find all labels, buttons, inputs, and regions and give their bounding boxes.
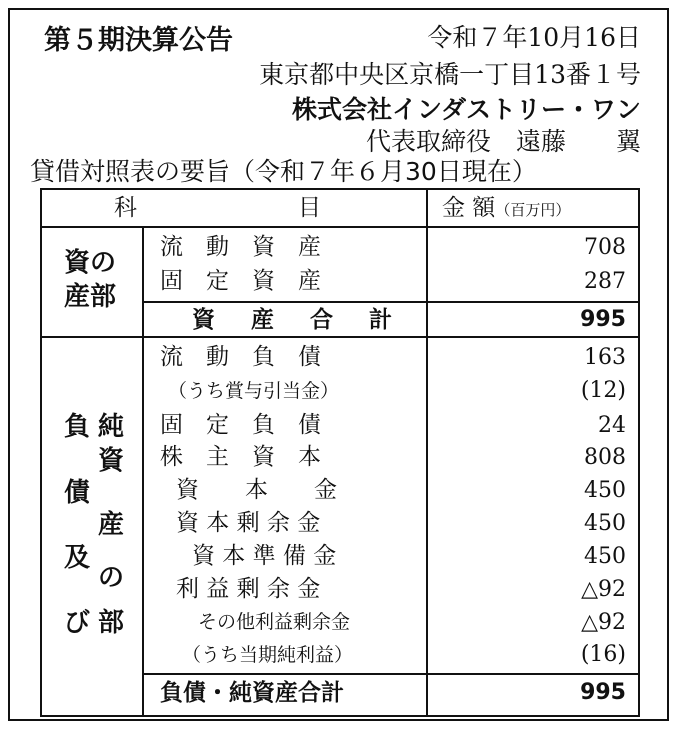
equity-row-label: 利 益 剰 余 金 bbox=[176, 576, 321, 602]
liab-section-char: 債 bbox=[64, 478, 91, 508]
liab-section-char: び bbox=[64, 608, 91, 638]
equity-row-label: （うち当期純利益） bbox=[182, 644, 354, 666]
assets-section-label-2: 産部 bbox=[64, 282, 117, 312]
equity-row-label: その他利益剰余金 bbox=[198, 611, 351, 633]
asset-total-label: 資 産 合 計 bbox=[192, 307, 407, 333]
column-header-subject: 科 目 bbox=[114, 195, 321, 221]
asset-row-label: 流 動 資 産 bbox=[160, 234, 321, 260]
asset-total-divider bbox=[142, 301, 638, 303]
header-divider bbox=[42, 226, 638, 228]
column-header-unit: （百万円） bbox=[495, 201, 571, 219]
equity-row-amount: 450 bbox=[584, 478, 626, 503]
equity-row-amount: (16) bbox=[580, 642, 626, 667]
equity-row-label: 資 本 剰 余 金 bbox=[176, 510, 321, 536]
company-address: 東京都中央区京橋一丁目13番１号 bbox=[259, 60, 641, 89]
liability-row-amount: (12) bbox=[580, 378, 626, 403]
liab-section-char: 部 bbox=[98, 608, 125, 638]
equity-row-amount: 808 bbox=[584, 445, 626, 470]
asset-total-amount: 995 bbox=[580, 307, 626, 332]
asset-row-amount: 287 bbox=[584, 269, 626, 294]
liab-section-char: 純 bbox=[98, 412, 125, 442]
liab-section-char: 及 bbox=[64, 543, 91, 573]
liab-section-char: 産 bbox=[98, 510, 125, 540]
asset-section-divider bbox=[42, 336, 638, 338]
notice-title: 第５期決算公告 bbox=[44, 25, 233, 56]
section-column-divider-top bbox=[142, 226, 144, 338]
equity-row-label: 資 本 金 bbox=[176, 477, 337, 503]
liability-total-divider bbox=[142, 673, 638, 675]
balance-sheet-table bbox=[40, 188, 640, 717]
equity-row-label: 資 本 準 備 金 bbox=[192, 543, 337, 569]
liability-row-label: 固 定 負 債 bbox=[160, 412, 321, 438]
representative: 代表取締役 遠藤 翼 bbox=[365, 127, 641, 156]
equity-row-label: 株 主 資 本 bbox=[160, 444, 321, 470]
liability-row-label: 流 動 負 債 bbox=[160, 344, 321, 370]
notice-date: 令和７年10月16日 bbox=[427, 23, 641, 52]
liability-row-label: （うち賞与引当金） bbox=[168, 380, 340, 402]
balance-sheet-subtitle: 貸借対照表の要旨（令和７年６月30日現在） bbox=[30, 157, 537, 186]
section-column-divider-bottom bbox=[142, 338, 144, 715]
equity-row-amount: △92 bbox=[581, 577, 626, 602]
liab-section-char: の bbox=[98, 563, 125, 593]
liability-total-label: 負債・純資産合計 bbox=[160, 680, 344, 706]
assets-section-label-1: 資の bbox=[64, 248, 117, 278]
equity-row-amount: 450 bbox=[584, 511, 626, 536]
asset-row-label: 固 定 資 産 bbox=[160, 268, 321, 294]
liability-total-amount: 995 bbox=[580, 680, 626, 705]
liab-section-char: 負 bbox=[64, 412, 91, 442]
asset-row-amount: 708 bbox=[584, 235, 626, 260]
amount-column-divider bbox=[426, 190, 428, 715]
liability-row-amount: 24 bbox=[598, 413, 626, 438]
company-name: 株式会社インダストリー・ワン bbox=[291, 95, 641, 124]
equity-row-amount: △92 bbox=[581, 610, 626, 635]
equity-row-amount: 450 bbox=[584, 544, 626, 569]
column-header-amount: 金 額（百万円） bbox=[442, 195, 571, 221]
liability-row-amount: 163 bbox=[584, 345, 626, 370]
liab-section-char: 資 bbox=[98, 446, 125, 476]
